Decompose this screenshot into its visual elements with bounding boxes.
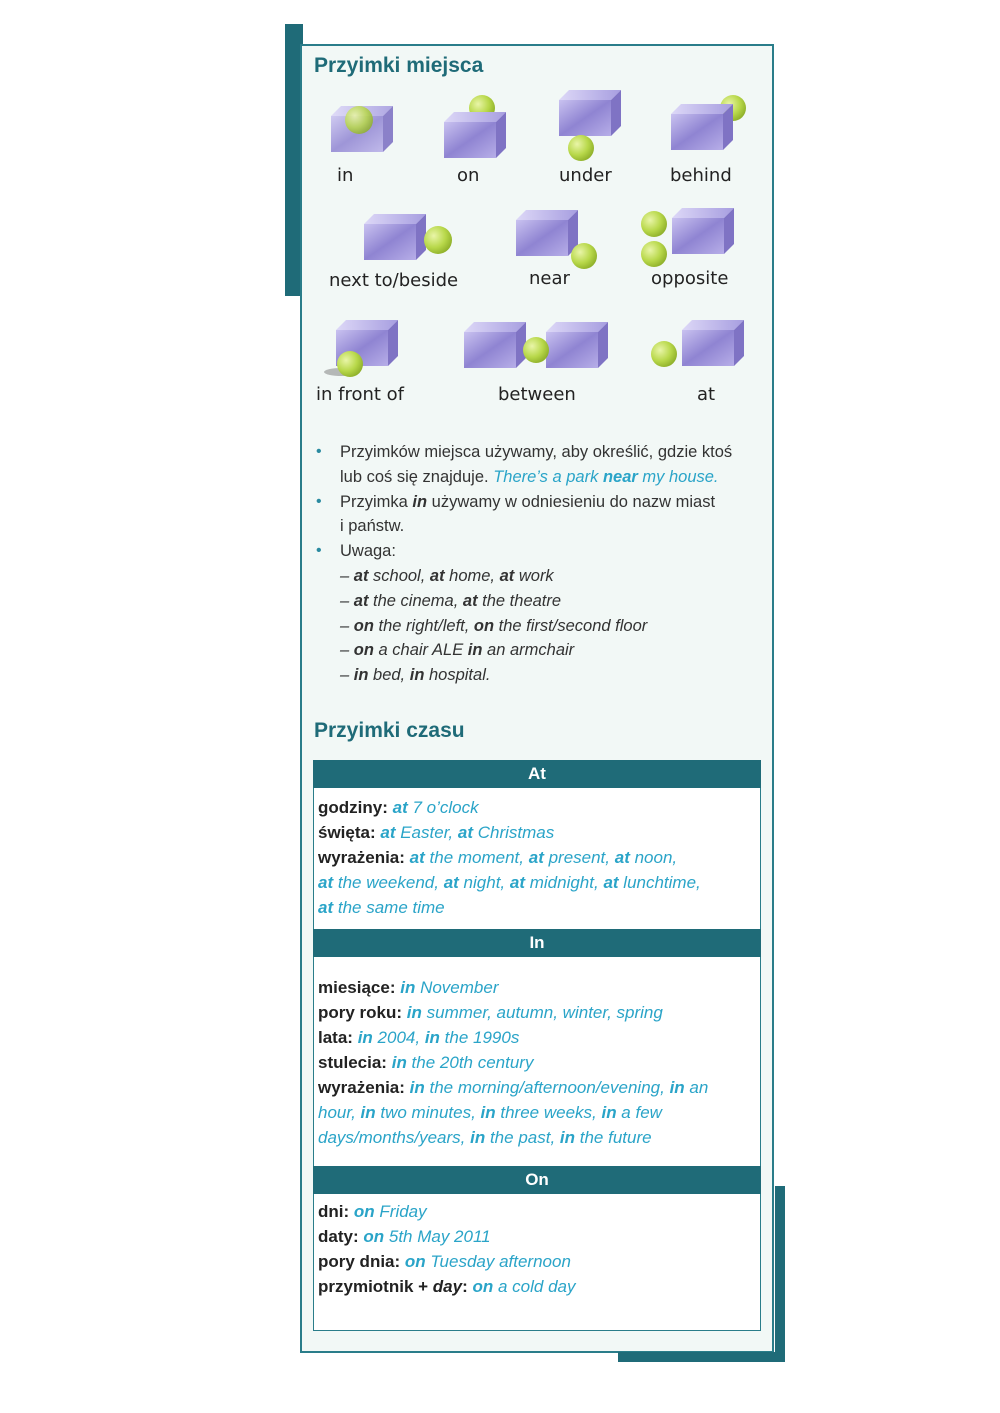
near-illustration — [512, 206, 607, 272]
time-section-title: Przyimki czasu — [314, 719, 465, 742]
in-illustration — [325, 98, 400, 158]
next-to-illustration — [360, 210, 455, 272]
opposite-illustration — [636, 204, 741, 270]
accent-bar-right — [775, 1186, 785, 1362]
label-in: in — [337, 165, 354, 186]
table-bottom-border — [313, 1330, 761, 1331]
between-illustration — [460, 320, 610, 376]
note-bullet: • Przyimków miejsca używamy, aby określić, gdzie ktoś lub coś się znajduje. There’s a park near my house. — [316, 443, 733, 486]
label-next-to: next to/beside — [329, 270, 459, 291]
under-illustration — [553, 86, 628, 164]
label-between: between — [498, 384, 576, 405]
table-section-on: dni: on Friday daty: on 5th May 2011 pory dnia: on Tuesday afternoon przymiotnik + day: on a cold day — [318, 1202, 576, 1296]
label-near: near — [529, 268, 570, 289]
label-under: under — [559, 165, 612, 186]
on-illustration — [438, 92, 513, 162]
at-illustration — [648, 316, 748, 374]
place-section-title: Przyimki miejsca — [314, 54, 484, 77]
table-header-on: On — [313, 1166, 761, 1194]
in-front-of-illustration — [320, 318, 405, 380]
label-in-front-of: in front of — [316, 384, 405, 405]
note-sub: – in bed, in hospital. — [340, 666, 491, 685]
label-at: at — [697, 384, 716, 405]
note-bullet: • Przyimka in używamy w odniesieniu do nazw miast i państw. — [316, 492, 716, 536]
note-sub: – at school, at home, at work — [340, 566, 554, 585]
note-sub: – on a chair ALE in an armchair — [340, 641, 575, 660]
note-sub: – on the right/left, on the first/second floor — [340, 616, 648, 635]
accent-bar-bottom — [618, 1352, 785, 1362]
note-bullet: • Uwaga: — [316, 542, 396, 561]
label-opposite: opposite — [651, 268, 729, 289]
note-sub: – at the cinema, at the theatre — [340, 591, 562, 610]
label-behind: behind — [670, 165, 732, 186]
usage-notes — [314, 440, 744, 688]
table-header-in: In — [313, 929, 761, 957]
table-section-at: godziny: at 7 o’clock święta: at Easter, at Christmas wyrażenia: at the moment, at present, at noon, at the weekend, at night, at midnight, at lunchtime, at the same time — [318, 798, 701, 917]
table-header-at: At — [313, 760, 761, 788]
table-section-in: miesiące: in November pory roku: in summer, autumn, winter, spring lata: in 2004, in the 1990s stulecia: in the 20th century wyrażenia: in the morning/afternoon/evening, in an hour, in two minutes, in three weeks, in a few days/months/years, in the past, in the future — [318, 978, 709, 1147]
behind-illustration — [665, 92, 750, 154]
label-on: on — [457, 165, 480, 186]
